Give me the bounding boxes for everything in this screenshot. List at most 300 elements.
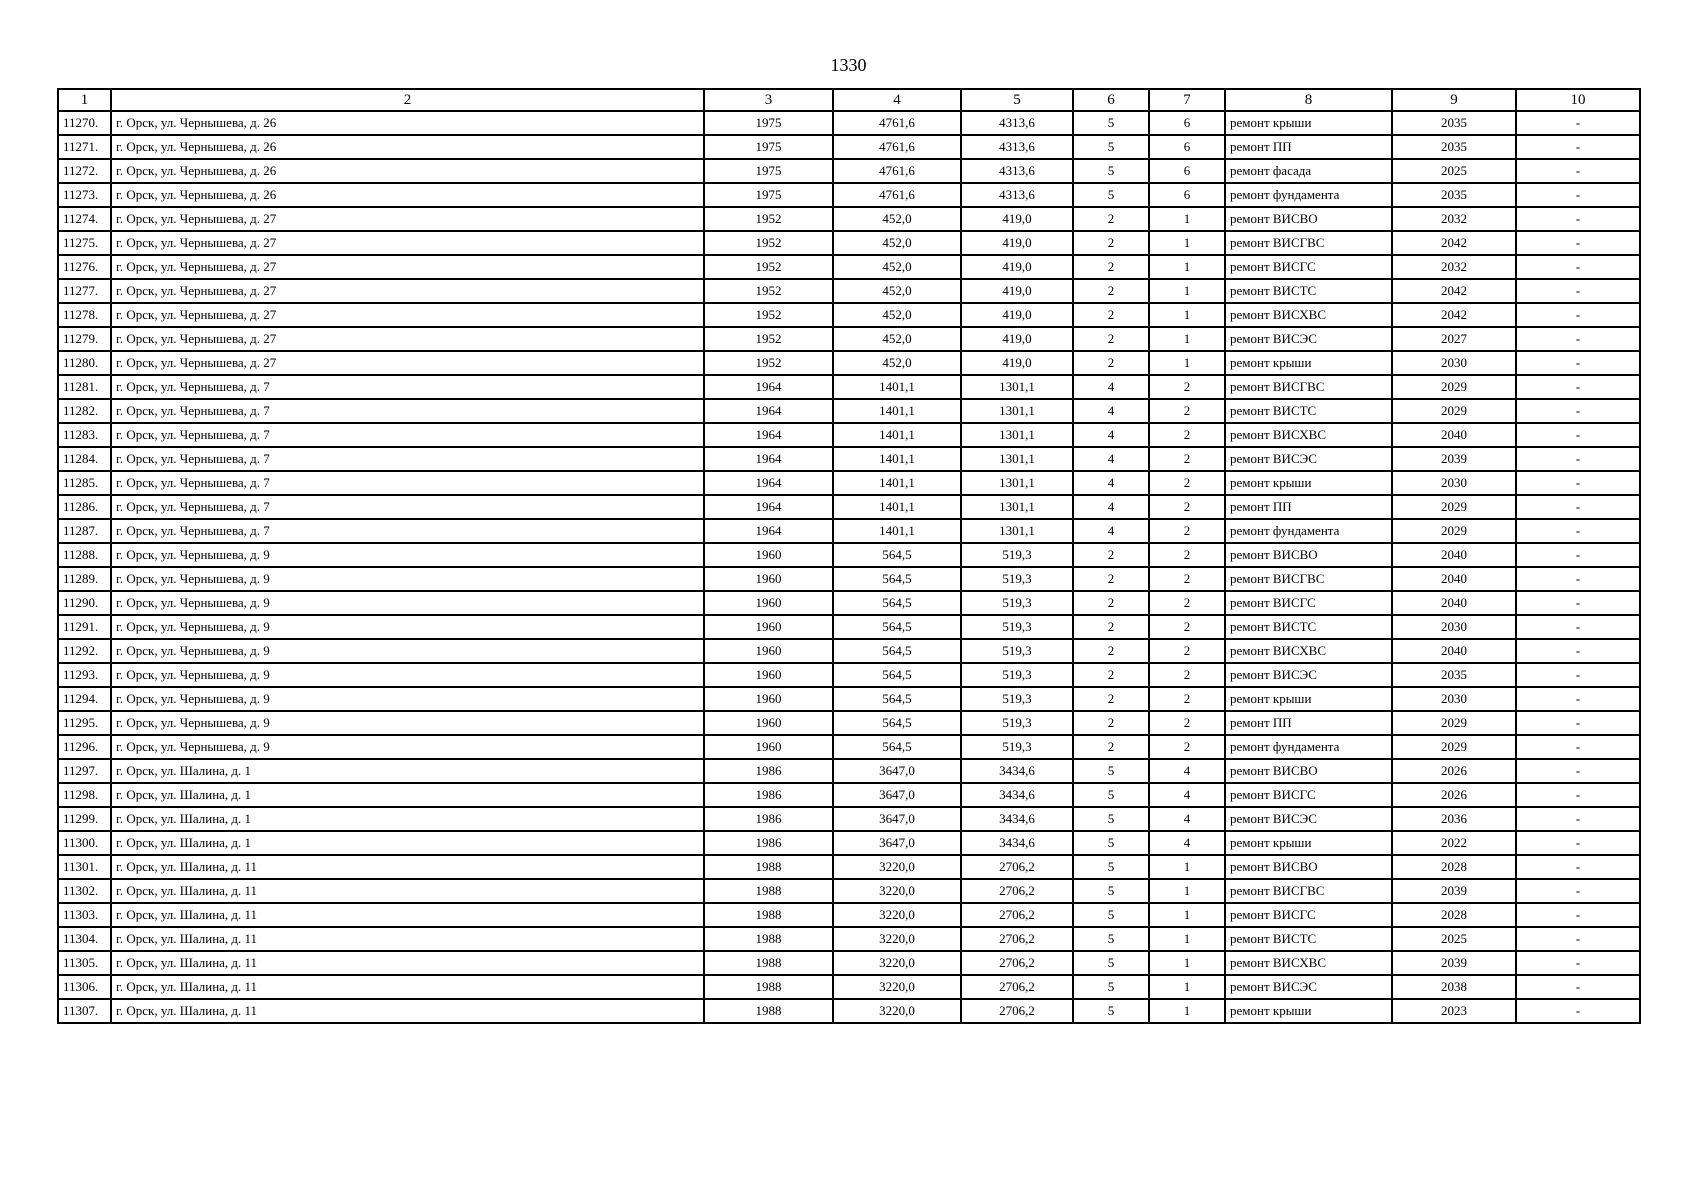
row-number-cell: 11294. xyxy=(58,687,111,711)
table-row xyxy=(58,639,1640,663)
table-row xyxy=(58,903,1640,927)
build-year-cell: 1964 xyxy=(704,471,833,495)
entrances-cell: 6 xyxy=(1149,111,1225,135)
cell-dash-cell: - xyxy=(1516,375,1640,399)
row-number-cell: 11271. xyxy=(58,135,111,159)
entrances-cell: 2 xyxy=(1149,375,1225,399)
address-cell: г. Орск, ул. Шалина, д. 11 xyxy=(111,999,704,1023)
living-area-cell: 419,0 xyxy=(961,255,1073,279)
living-area-cell: 3434,6 xyxy=(961,831,1073,855)
entrances-cell: 2 xyxy=(1149,639,1225,663)
row-number-cell: 11307. xyxy=(58,999,111,1023)
planned-year-cell: 2040 xyxy=(1392,591,1516,615)
entrances-cell: 2 xyxy=(1149,543,1225,567)
row-number-cell: 11302. xyxy=(58,879,111,903)
living-area-cell: 419,0 xyxy=(961,327,1073,351)
address-cell: г. Орск, ул. Чернышева, д. 27 xyxy=(111,255,704,279)
living-area-cell: 1301,1 xyxy=(961,399,1073,423)
cell-dash-cell: - xyxy=(1516,471,1640,495)
planned-year-cell: 2032 xyxy=(1392,255,1516,279)
planned-year-cell: 2028 xyxy=(1392,903,1516,927)
planned-year-cell: 2032 xyxy=(1392,207,1516,231)
entrances-cell: 1 xyxy=(1149,255,1225,279)
row-number-cell: 11304. xyxy=(58,927,111,951)
table-row xyxy=(58,855,1640,879)
work-type-cell: ремонт ВИСТС xyxy=(1225,279,1392,303)
entrances-cell: 4 xyxy=(1149,783,1225,807)
cell-dash-cell: - xyxy=(1516,159,1640,183)
table-row xyxy=(58,615,1640,639)
column-header: 8 xyxy=(1225,89,1392,111)
build-year-cell: 1952 xyxy=(704,279,833,303)
floors-cell: 2 xyxy=(1073,711,1149,735)
table-body xyxy=(58,111,1640,1023)
build-year-cell: 1960 xyxy=(704,663,833,687)
row-number-cell: 11295. xyxy=(58,711,111,735)
total-area-cell: 3647,0 xyxy=(833,831,961,855)
living-area-cell: 419,0 xyxy=(961,351,1073,375)
build-year-cell: 1988 xyxy=(704,879,833,903)
total-area-cell: 3220,0 xyxy=(833,999,961,1023)
living-area-cell: 1301,1 xyxy=(961,519,1073,543)
address-cell: г. Орск, ул. Чернышева, д. 9 xyxy=(111,711,704,735)
row-number-cell: 11284. xyxy=(58,447,111,471)
floors-cell: 2 xyxy=(1073,303,1149,327)
living-area-cell: 1301,1 xyxy=(961,471,1073,495)
column-header: 6 xyxy=(1073,89,1149,111)
row-number-cell: 11275. xyxy=(58,231,111,255)
total-area-cell: 452,0 xyxy=(833,207,961,231)
build-year-cell: 1964 xyxy=(704,375,833,399)
table-row xyxy=(58,135,1640,159)
entrances-cell: 2 xyxy=(1149,399,1225,423)
table-row xyxy=(58,831,1640,855)
cell-dash-cell: - xyxy=(1516,543,1640,567)
living-area-cell: 1301,1 xyxy=(961,423,1073,447)
planned-year-cell: 2029 xyxy=(1392,399,1516,423)
cell-dash-cell: - xyxy=(1516,567,1640,591)
table-row xyxy=(58,999,1640,1023)
entrances-cell: 4 xyxy=(1149,759,1225,783)
living-area-cell: 2706,2 xyxy=(961,855,1073,879)
table-row xyxy=(58,711,1640,735)
build-year-cell: 1975 xyxy=(704,135,833,159)
living-area-cell: 519,3 xyxy=(961,543,1073,567)
cell-dash-cell: - xyxy=(1516,975,1640,999)
row-number-cell: 11301. xyxy=(58,855,111,879)
cell-dash-cell: - xyxy=(1516,999,1640,1023)
total-area-cell: 452,0 xyxy=(833,303,961,327)
planned-year-cell: 2027 xyxy=(1392,327,1516,351)
address-cell: г. Орск, ул. Шалина, д. 1 xyxy=(111,759,704,783)
row-number-cell: 11282. xyxy=(58,399,111,423)
table-row xyxy=(58,231,1640,255)
total-area-cell: 3647,0 xyxy=(833,783,961,807)
address-cell: г. Орск, ул. Шалина, д. 11 xyxy=(111,927,704,951)
table-row xyxy=(58,255,1640,279)
entrances-cell: 2 xyxy=(1149,519,1225,543)
row-number-cell: 11285. xyxy=(58,471,111,495)
total-area-cell: 4761,6 xyxy=(833,183,961,207)
cell-dash-cell: - xyxy=(1516,807,1640,831)
column-header: 9 xyxy=(1392,89,1516,111)
living-area-cell: 519,3 xyxy=(961,663,1073,687)
total-area-cell: 1401,1 xyxy=(833,471,961,495)
build-year-cell: 1960 xyxy=(704,687,833,711)
living-area-cell: 2706,2 xyxy=(961,975,1073,999)
total-area-cell: 3220,0 xyxy=(833,951,961,975)
floors-cell: 2 xyxy=(1073,351,1149,375)
floors-cell: 5 xyxy=(1073,807,1149,831)
entrances-cell: 1 xyxy=(1149,327,1225,351)
address-cell: г. Орск, ул. Шалина, д. 1 xyxy=(111,831,704,855)
column-header: 2 xyxy=(111,89,704,111)
work-type-cell: ремонт ВИСТС xyxy=(1225,927,1392,951)
address-cell: г. Орск, ул. Чернышева, д. 26 xyxy=(111,159,704,183)
table-row xyxy=(58,759,1640,783)
planned-year-cell: 2030 xyxy=(1392,471,1516,495)
address-cell: г. Орск, ул. Чернышева, д. 7 xyxy=(111,423,704,447)
work-type-cell: ремонт ВИСЭС xyxy=(1225,327,1392,351)
work-type-cell: ремонт ВИСВО xyxy=(1225,759,1392,783)
entrances-cell: 1 xyxy=(1149,351,1225,375)
table-row xyxy=(58,735,1640,759)
total-area-cell: 3220,0 xyxy=(833,927,961,951)
address-cell: г. Орск, ул. Шалина, д. 11 xyxy=(111,975,704,999)
planned-year-cell: 2038 xyxy=(1392,975,1516,999)
row-number-cell: 11290. xyxy=(58,591,111,615)
address-cell: г. Орск, ул. Чернышева, д. 9 xyxy=(111,735,704,759)
cell-dash-cell: - xyxy=(1516,687,1640,711)
build-year-cell: 1988 xyxy=(704,975,833,999)
entrances-cell: 6 xyxy=(1149,159,1225,183)
living-area-cell: 519,3 xyxy=(961,711,1073,735)
total-area-cell: 3220,0 xyxy=(833,975,961,999)
floors-cell: 5 xyxy=(1073,759,1149,783)
table-row xyxy=(58,543,1640,567)
floors-cell: 2 xyxy=(1073,663,1149,687)
page-number: 1330 xyxy=(830,55,867,75)
floors-cell: 5 xyxy=(1073,111,1149,135)
floors-cell: 2 xyxy=(1073,567,1149,591)
entrances-cell: 1 xyxy=(1149,207,1225,231)
address-cell: г. Орск, ул. Чернышева, д. 26 xyxy=(111,135,704,159)
entrances-cell: 2 xyxy=(1149,495,1225,519)
living-area-cell: 519,3 xyxy=(961,567,1073,591)
entrances-cell: 6 xyxy=(1149,183,1225,207)
build-year-cell: 1986 xyxy=(704,759,833,783)
row-number-cell: 11296. xyxy=(58,735,111,759)
entrances-cell: 2 xyxy=(1149,471,1225,495)
work-type-cell: ремонт ВИСХВС xyxy=(1225,303,1392,327)
address-cell: г. Орск, ул. Чернышева, д. 26 xyxy=(111,183,704,207)
address-cell: г. Орск, ул. Чернышева, д. 7 xyxy=(111,447,704,471)
build-year-cell: 1952 xyxy=(704,231,833,255)
floors-cell: 4 xyxy=(1073,447,1149,471)
address-cell: г. Орск, ул. Чернышева, д. 27 xyxy=(111,231,704,255)
cell-dash-cell: - xyxy=(1516,279,1640,303)
living-area-cell: 2706,2 xyxy=(961,951,1073,975)
floors-cell: 4 xyxy=(1073,375,1149,399)
build-year-cell: 1964 xyxy=(704,399,833,423)
living-area-cell: 2706,2 xyxy=(961,903,1073,927)
build-year-cell: 1960 xyxy=(704,591,833,615)
work-type-cell: ремонт ВИСХВС xyxy=(1225,951,1392,975)
build-year-cell: 1964 xyxy=(704,423,833,447)
address-cell: г. Орск, ул. Чернышева, д. 9 xyxy=(111,567,704,591)
build-year-cell: 1960 xyxy=(704,639,833,663)
cell-dash-cell: - xyxy=(1516,303,1640,327)
work-type-cell: ремонт ВИСВО xyxy=(1225,543,1392,567)
cell-dash-cell: - xyxy=(1516,135,1640,159)
floors-cell: 2 xyxy=(1073,543,1149,567)
total-area-cell: 1401,1 xyxy=(833,519,961,543)
work-type-cell: ремонт ВИСЭС xyxy=(1225,975,1392,999)
table-row xyxy=(58,591,1640,615)
table-row xyxy=(58,207,1640,231)
cell-dash-cell: - xyxy=(1516,903,1640,927)
work-type-cell: ремонт фасада xyxy=(1225,159,1392,183)
table-row xyxy=(58,351,1640,375)
planned-year-cell: 2040 xyxy=(1392,567,1516,591)
cell-dash-cell: - xyxy=(1516,879,1640,903)
row-number-cell: 11303. xyxy=(58,903,111,927)
build-year-cell: 1952 xyxy=(704,303,833,327)
row-number-cell: 11283. xyxy=(58,423,111,447)
floors-cell: 4 xyxy=(1073,399,1149,423)
work-type-cell: ремонт ВИСТС xyxy=(1225,615,1392,639)
work-type-cell: ремонт ВИСЭС xyxy=(1225,807,1392,831)
build-year-cell: 1960 xyxy=(704,735,833,759)
total-area-cell: 564,5 xyxy=(833,711,961,735)
entrances-cell: 2 xyxy=(1149,615,1225,639)
cell-dash-cell: - xyxy=(1516,423,1640,447)
build-year-cell: 1986 xyxy=(704,831,833,855)
planned-year-cell: 2029 xyxy=(1392,519,1516,543)
living-area-cell: 4313,6 xyxy=(961,183,1073,207)
column-header: 5 xyxy=(961,89,1073,111)
build-year-cell: 1960 xyxy=(704,543,833,567)
build-year-cell: 1952 xyxy=(704,255,833,279)
living-area-cell: 3434,6 xyxy=(961,807,1073,831)
work-type-cell: ремонт ВИСТС xyxy=(1225,399,1392,423)
table-row xyxy=(58,567,1640,591)
planned-year-cell: 2029 xyxy=(1392,495,1516,519)
work-type-cell: ремонт крыши xyxy=(1225,351,1392,375)
row-number-cell: 11277. xyxy=(58,279,111,303)
build-year-cell: 1988 xyxy=(704,855,833,879)
floors-cell: 5 xyxy=(1073,831,1149,855)
build-year-cell: 1952 xyxy=(704,327,833,351)
row-number-cell: 11276. xyxy=(58,255,111,279)
row-number-cell: 11272. xyxy=(58,159,111,183)
total-area-cell: 3220,0 xyxy=(833,903,961,927)
table-row xyxy=(58,279,1640,303)
planned-year-cell: 2036 xyxy=(1392,807,1516,831)
planned-year-cell: 2026 xyxy=(1392,783,1516,807)
cell-dash-cell: - xyxy=(1516,495,1640,519)
address-cell: г. Орск, ул. Чернышева, д. 9 xyxy=(111,687,704,711)
floors-cell: 5 xyxy=(1073,999,1149,1023)
table-row xyxy=(58,807,1640,831)
living-area-cell: 2706,2 xyxy=(961,999,1073,1023)
entrances-cell: 2 xyxy=(1149,663,1225,687)
total-area-cell: 452,0 xyxy=(833,279,961,303)
row-number-cell: 11306. xyxy=(58,975,111,999)
table-row xyxy=(58,159,1640,183)
address-cell: г. Орск, ул. Чернышева, д. 7 xyxy=(111,375,704,399)
planned-year-cell: 2025 xyxy=(1392,927,1516,951)
total-area-cell: 452,0 xyxy=(833,255,961,279)
row-number-cell: 11270. xyxy=(58,111,111,135)
floors-cell: 2 xyxy=(1073,231,1149,255)
build-year-cell: 1975 xyxy=(704,159,833,183)
cell-dash-cell: - xyxy=(1516,591,1640,615)
total-area-cell: 452,0 xyxy=(833,231,961,255)
living-area-cell: 419,0 xyxy=(961,279,1073,303)
cell-dash-cell: - xyxy=(1516,951,1640,975)
planned-year-cell: 2023 xyxy=(1392,999,1516,1023)
work-type-cell: ремонт ВИСГС xyxy=(1225,591,1392,615)
work-type-cell: ремонт крыши xyxy=(1225,831,1392,855)
living-area-cell: 519,3 xyxy=(961,687,1073,711)
table-row xyxy=(58,183,1640,207)
address-cell: г. Орск, ул. Чернышева, д. 7 xyxy=(111,471,704,495)
floors-cell: 5 xyxy=(1073,135,1149,159)
build-year-cell: 1952 xyxy=(704,207,833,231)
total-area-cell: 452,0 xyxy=(833,327,961,351)
floors-cell: 2 xyxy=(1073,207,1149,231)
table-row xyxy=(58,687,1640,711)
address-cell: г. Орск, ул. Шалина, д. 11 xyxy=(111,855,704,879)
table-row xyxy=(58,327,1640,351)
work-type-cell: ремонт крыши xyxy=(1225,687,1392,711)
cell-dash-cell: - xyxy=(1516,615,1640,639)
living-area-cell: 419,0 xyxy=(961,231,1073,255)
build-year-cell: 1960 xyxy=(704,567,833,591)
floors-cell: 4 xyxy=(1073,423,1149,447)
address-cell: г. Орск, ул. Чернышева, д. 7 xyxy=(111,399,704,423)
planned-year-cell: 2039 xyxy=(1392,447,1516,471)
entrances-cell: 2 xyxy=(1149,447,1225,471)
planned-year-cell: 2040 xyxy=(1392,543,1516,567)
floors-cell: 5 xyxy=(1073,879,1149,903)
floors-cell: 5 xyxy=(1073,951,1149,975)
planned-year-cell: 2039 xyxy=(1392,879,1516,903)
entrances-cell: 2 xyxy=(1149,591,1225,615)
row-number-cell: 11288. xyxy=(58,543,111,567)
table-row xyxy=(58,471,1640,495)
table-row xyxy=(58,447,1640,471)
work-type-cell: ремонт фундамента xyxy=(1225,183,1392,207)
floors-cell: 4 xyxy=(1073,519,1149,543)
cell-dash-cell: - xyxy=(1516,927,1640,951)
total-area-cell: 1401,1 xyxy=(833,375,961,399)
floors-cell: 2 xyxy=(1073,591,1149,615)
build-year-cell: 1960 xyxy=(704,711,833,735)
total-area-cell: 1401,1 xyxy=(833,423,961,447)
row-number-cell: 11305. xyxy=(58,951,111,975)
entrances-cell: 4 xyxy=(1149,807,1225,831)
floors-cell: 5 xyxy=(1073,927,1149,951)
floors-cell: 5 xyxy=(1073,183,1149,207)
living-area-cell: 1301,1 xyxy=(961,495,1073,519)
column-header: 4 xyxy=(833,89,961,111)
planned-year-cell: 2039 xyxy=(1392,951,1516,975)
row-number-cell: 11300. xyxy=(58,831,111,855)
work-type-cell: ремонт фундамента xyxy=(1225,735,1392,759)
cell-dash-cell: - xyxy=(1516,351,1640,375)
planned-year-cell: 2028 xyxy=(1392,855,1516,879)
planned-year-cell: 2030 xyxy=(1392,687,1516,711)
cell-dash-cell: - xyxy=(1516,759,1640,783)
planned-year-cell: 2030 xyxy=(1392,351,1516,375)
floors-cell: 4 xyxy=(1073,471,1149,495)
table-row xyxy=(58,399,1640,423)
living-area-cell: 3434,6 xyxy=(961,759,1073,783)
total-area-cell: 564,5 xyxy=(833,687,961,711)
total-area-cell: 3220,0 xyxy=(833,879,961,903)
floors-cell: 2 xyxy=(1073,735,1149,759)
cell-dash-cell: - xyxy=(1516,663,1640,687)
cell-dash-cell: - xyxy=(1516,519,1640,543)
build-year-cell: 1988 xyxy=(704,951,833,975)
row-number-cell: 11274. xyxy=(58,207,111,231)
entrances-cell: 2 xyxy=(1149,567,1225,591)
column-header: 3 xyxy=(704,89,833,111)
living-area-cell: 1301,1 xyxy=(961,447,1073,471)
work-type-cell: ремонт ВИСВО xyxy=(1225,207,1392,231)
planned-year-cell: 2035 xyxy=(1392,663,1516,687)
column-header: 10 xyxy=(1516,89,1640,111)
cell-dash-cell: - xyxy=(1516,207,1640,231)
total-area-cell: 4761,6 xyxy=(833,111,961,135)
living-area-cell: 519,3 xyxy=(961,639,1073,663)
planned-year-cell: 2035 xyxy=(1392,111,1516,135)
build-year-cell: 1988 xyxy=(704,903,833,927)
floors-cell: 2 xyxy=(1073,615,1149,639)
work-type-cell: ремонт ВИСГВС xyxy=(1225,567,1392,591)
living-area-cell: 519,3 xyxy=(961,735,1073,759)
cell-dash-cell: - xyxy=(1516,111,1640,135)
floors-cell: 5 xyxy=(1073,159,1149,183)
entrances-cell: 1 xyxy=(1149,927,1225,951)
total-area-cell: 3220,0 xyxy=(833,855,961,879)
living-area-cell: 2706,2 xyxy=(961,879,1073,903)
living-area-cell: 4313,6 xyxy=(961,111,1073,135)
work-type-cell: ремонт ПП xyxy=(1225,135,1392,159)
cell-dash-cell: - xyxy=(1516,735,1640,759)
row-number-cell: 11280. xyxy=(58,351,111,375)
entrances-cell: 1 xyxy=(1149,903,1225,927)
address-cell: г. Орск, ул. Чернышева, д. 9 xyxy=(111,639,704,663)
total-area-cell: 1401,1 xyxy=(833,447,961,471)
total-area-cell: 564,5 xyxy=(833,663,961,687)
build-year-cell: 1988 xyxy=(704,999,833,1023)
planned-year-cell: 2030 xyxy=(1392,615,1516,639)
planned-year-cell: 2040 xyxy=(1392,423,1516,447)
entrances-cell: 1 xyxy=(1149,231,1225,255)
planned-year-cell: 2029 xyxy=(1392,375,1516,399)
work-type-cell: ремонт ВИСГС xyxy=(1225,783,1392,807)
floors-cell: 5 xyxy=(1073,975,1149,999)
work-type-cell: ремонт ПП xyxy=(1225,495,1392,519)
cell-dash-cell: - xyxy=(1516,447,1640,471)
living-area-cell: 519,3 xyxy=(961,615,1073,639)
address-cell: г. Орск, ул. Шалина, д. 1 xyxy=(111,783,704,807)
entrances-cell: 1 xyxy=(1149,279,1225,303)
floors-cell: 2 xyxy=(1073,279,1149,303)
